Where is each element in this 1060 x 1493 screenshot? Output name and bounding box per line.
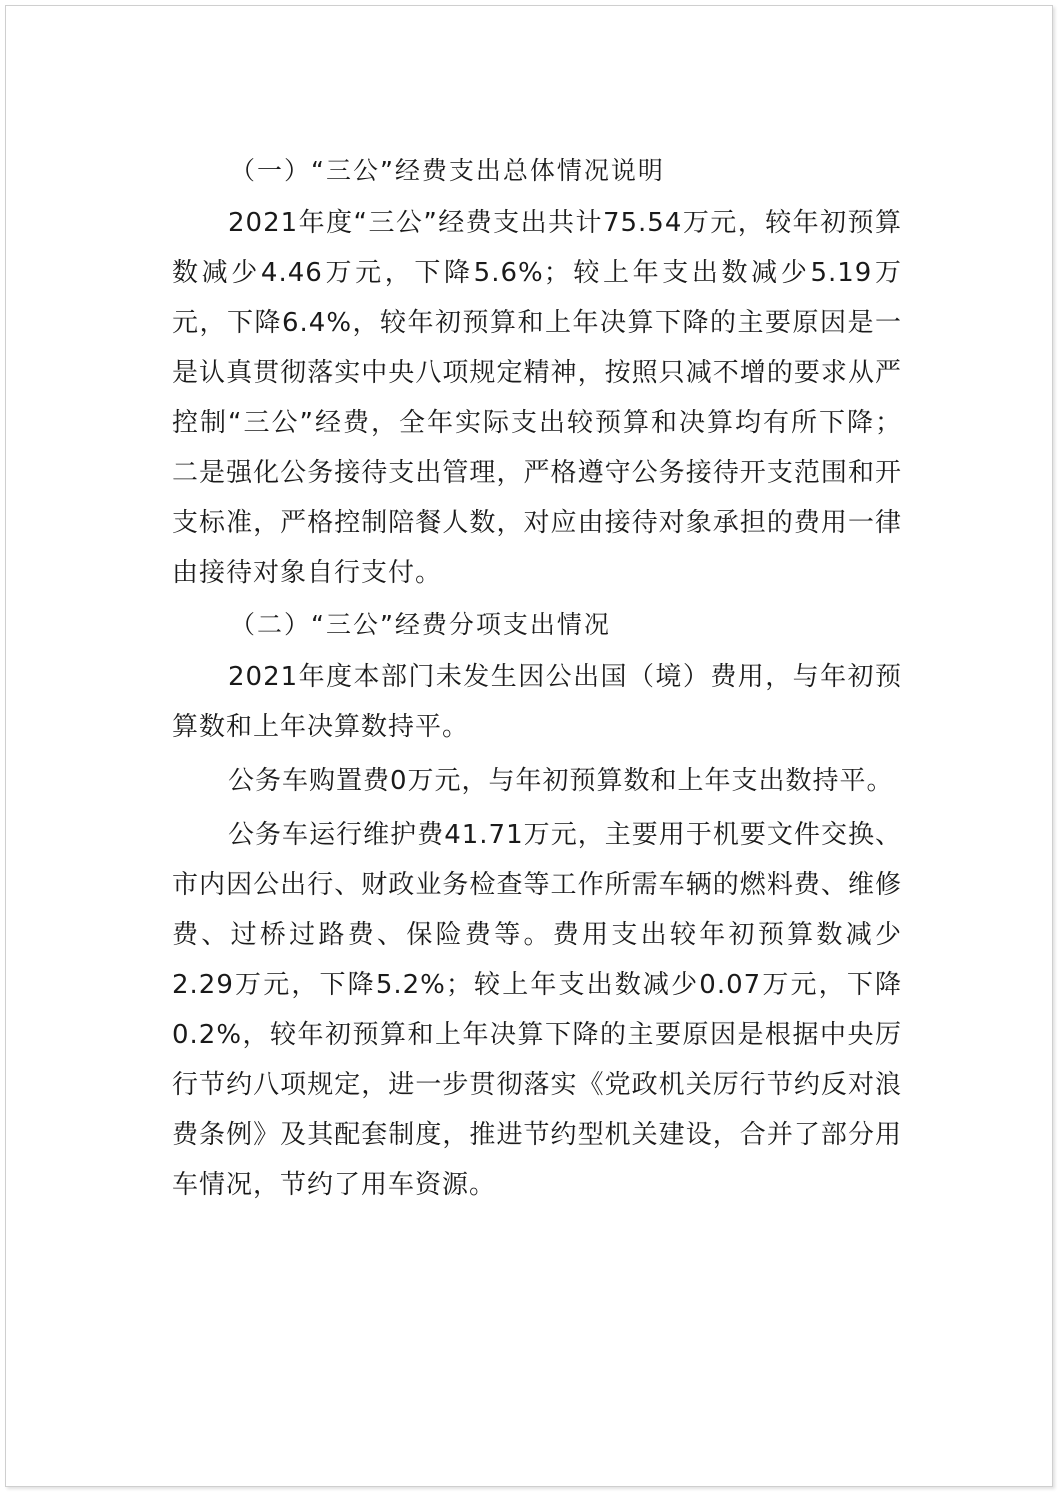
section-heading-itemized: （二）“三公”经费分项支出情况 [230,610,611,639]
paragraph-overall-summary: 2021年度“三公”经费支出共计75.54万元，较年初预算数减少4.46万元，下降5.6%；较上年支出数减少5.19万元，下降6.4%，较年初预算和上年决算下降的主要原因是一是认真贯彻落实中央八项规定精神，按照只减不增的要求从严控制“三公”经费，全年实际支出较预算和决算均有所下降；二是强化公务接待支出管理，严格遵守公务接待开支范围和开支标准，严格控制陪餐人数，对应由接待对象承担的费用一律由接待对象自行支付。 [172,208,902,588]
document-page [5,5,1053,1487]
paragraph-vehicle-maintenance: 公务车运行维护费41.71万元，主要用于机要文件交换、市内因公出行、财政业务检查等工作所需车辆的燃料费、维修费、过桥过路费、保险费等。费用支出较年初预算数减少2.29万元，下降5.2%；较上年支出数减少0.07万元，下降0.2%，较年初预算和上年决算下降的主要原因是根据中央厉行节约八项规定，进一步贯彻落实《党政机关厉行节约反对浪费条例》及其配套制度，推进节约型机关建设，合并了部分用车情况，节约了用车资源。 [172,820,902,1200]
paragraph-overseas-travel: 2021年度本部门未发生因公出国（境）费用，与年初预算数和上年决算数持平。 [172,662,902,742]
paragraph-vehicle-purchase: 公务车购置费0万元，与年初预算数和上年支出数持平。 [228,766,894,796]
document-body [172,146,902,1210]
section-heading-overall: （一）“三公”经费支出总体情况说明 [230,156,665,185]
